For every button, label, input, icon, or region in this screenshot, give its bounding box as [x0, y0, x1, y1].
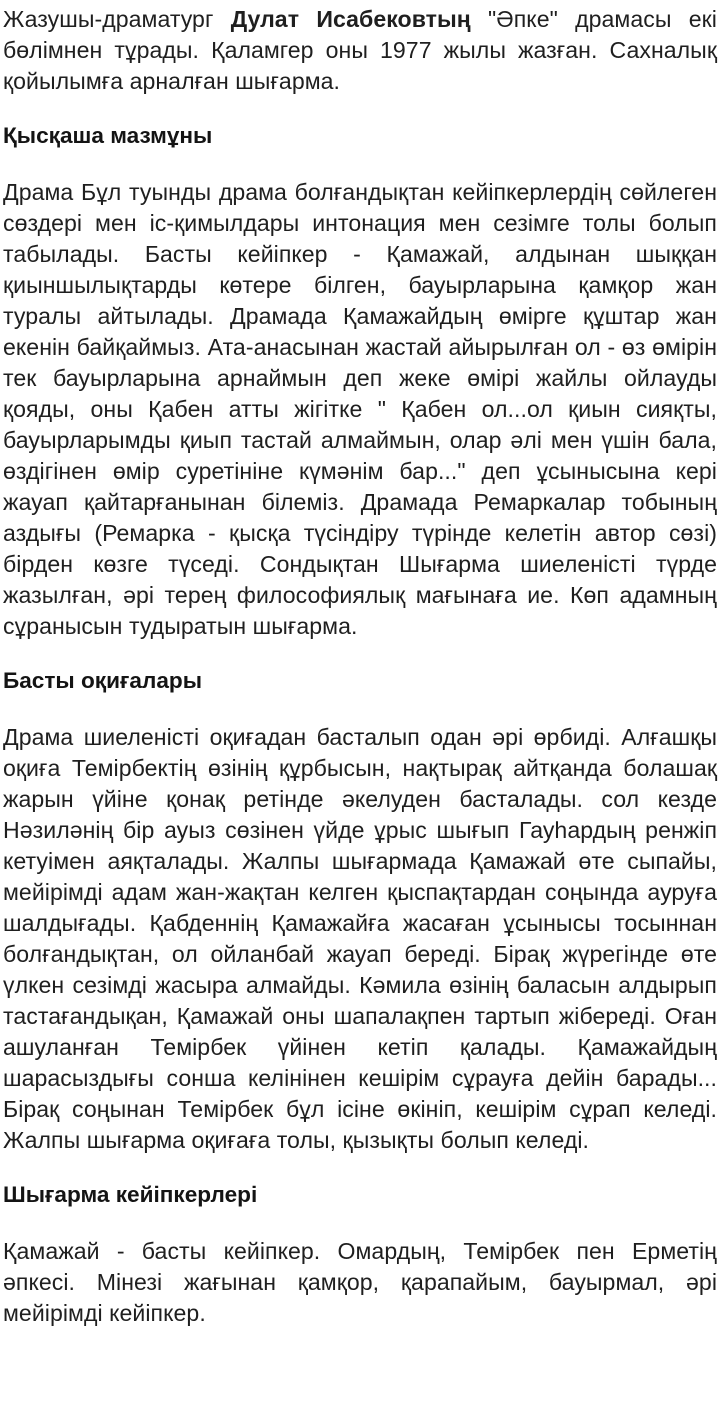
intro-prefix: Жазушы-драматург: [3, 6, 231, 32]
section-text-summary: Драма Бұл туынды драма болғандықтан кейіпкерлердің сөйлеген сөздері мен іс-қимылдары интонация мен сезімге толы болып табылады. Басты кейіпкер - Қамажай, алдынан шыққан қиыншылықтарды көтере білген, бауырларына қамқор жан туралы айтылады. Драмада Қамажайдың өмірге құштар жан екенін байқаймыз. Ата-анасынан жастай айырылған ол - өз өмірін тек бауырларына арнаймын деп жеке өмірі жайлы ойлауды қояды, оны Қабен атты жігітке " Қабен ол...ол қиын сияқты, бауырларымды қиып тастай алмаймын, олар әлі мен үшін бала, өздігінен өмір суретініне күмәнім бар..." деп ұсынысына кері жауап қайтарғанынан білеміз. Драмада Ремаркалар тобының аздығы (Ремарка - қысқа түсіндіру түрінде келетін автор сөзі) бірден көзге түседі. Сондықтан Шығарма шиеленісті түрде жазылған, әрі терең философиялық мағынаға ие. Көп адамның сұранысын тудыратын шығарма.: [3, 179, 717, 639]
section-heading-characters: Шығарма кейіпкерлері: [3, 1182, 258, 1207]
section-text-characters: Қамажай - басты кейіпкер. Омардың, Темірбек пен Ерметің әпкесі. Мінезі жағынан қамқор, қарапайым, бауырмал, әрі мейірімді кейіпкер.: [3, 1238, 717, 1326]
intro-paragraph: [3, 4, 717, 97]
section-heading-main-events: Басты оқиғалары: [3, 668, 202, 693]
intro-suffix: "Әпке" драмасы екі бөлімнен тұрады. Қаламгер оны 1977 жылы жазған. Сахналық қойылымға арналған шығарма.: [3, 6, 717, 94]
section-heading-summary: Қысқаша мазмұны: [3, 123, 213, 148]
section-text-main-events: Драма шиеленісті оқиғадан басталып одан әрі өрбиді. Алғашқы оқиға Темірбектің өзінің құрбысын, нақтырақ айтқанда болашақ жарын үйіне қонақ ретінде әкелуден басталады. сол кезде Нәзиләнің бір ауыз сөзінен үйде ұрыс шығып Гауһардың ренжіп кетуімен аяқталады. Жалпы шығармада Қамажай өте сыпайы, мейірімді адам жан-жақтан келген қыспақтардан соңында ауруға шалдығады. Қабденнің Қамажайға жасаған ұсынысы тосыннан болғандықтан, ол ойланбай жауап береді. Бірақ жүрегінде өте үлкен сезімді жасыра алмайды. Кәмила өзінің баласын алдырып тастағандықан, Қамажай оны шапалақпен тартып жібереді. Оған ашуланған Темірбек үйінен кетіп қалады. Қамажайдың шарасыздығы сонша келінінен кешірім сұрауға дейін барады... Бірақ соңынан Темірбек бұл ісіне өкініп, кешірім сұрап келеді. Жалпы шығарма оқиғаға толы, қызықты болып келеді.: [3, 724, 717, 1153]
author-name: Дулат Исабековтың: [230, 6, 471, 32]
